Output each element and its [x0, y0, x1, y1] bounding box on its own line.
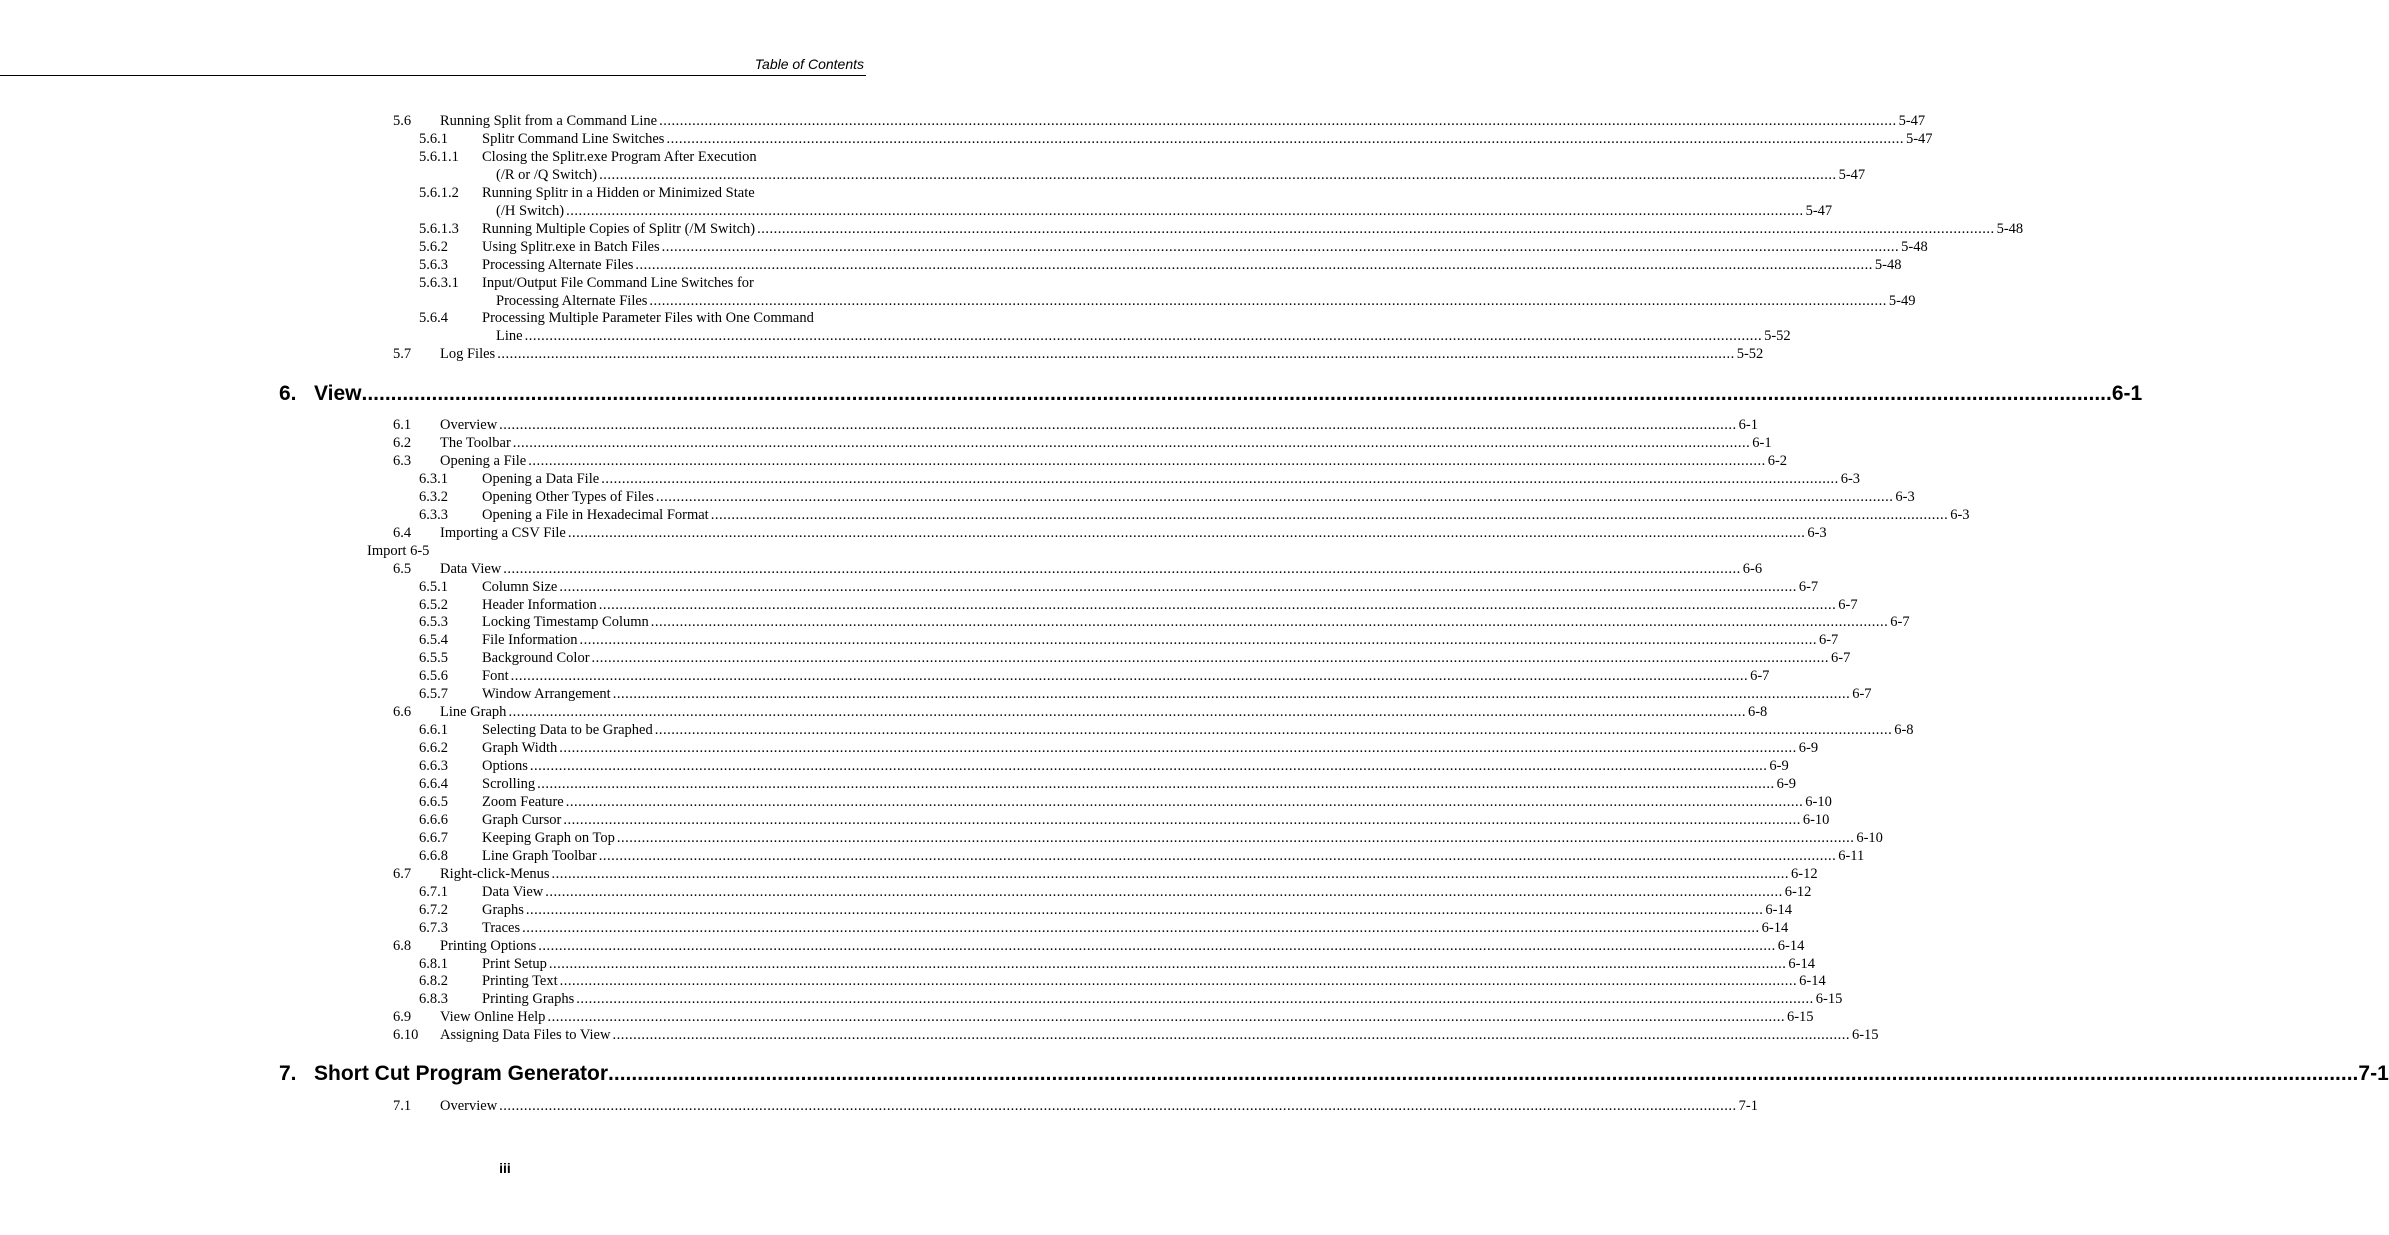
toc-entry-body: [482, 488, 1915, 506]
toc-entry-label: Opening Other Types of Files: [482, 488, 654, 505]
toc-leader-dots: ............................................................................................................................................................................................................................................................................................................: [503, 560, 1741, 577]
toc-entry[interactable]: [419, 739, 1819, 757]
toc-leader-dots: ............................................................................................................................................................................................................................................................................................................: [538, 937, 1776, 954]
toc-entry-label: Overview: [440, 1098, 498, 1114]
toc-leader-dots: ............................................................................................................................................................................................................................................................................................................: [579, 632, 1817, 649]
chapter-number: 7.: [279, 1062, 297, 1085]
toc-entry-body: [482, 649, 1851, 667]
toc-leader-dots: ............................................................................................................................................................................................................................................................................................................: [499, 417, 1737, 433]
toc-leader-dots: ............................................................................................................................................................................................................................................................................................................: [512, 434, 1751, 451]
toc-entry-page: 5-47: [1905, 130, 1933, 147]
toc-leader-dots: ............................................................................................................................................................................................................................................................................................................: [524, 328, 1763, 345]
toc-entry-label: Running Split from a Command Line: [440, 113, 658, 129]
toc-entry-body: [482, 972, 1826, 990]
toc-entry-body: [482, 613, 1910, 631]
toc-leader-dots: ............................................................................................................................................................................................................................................................................................................: [510, 668, 1749, 685]
toc-leader-dots: ............................................................................................................................................................................................................................................................................................................: [649, 292, 1887, 309]
toc-entry-page: 6-7: [1818, 632, 1839, 649]
toc-entry-number: 6.6.6: [419, 811, 448, 828]
toc-entry-number: 5.6.1: [419, 130, 448, 147]
toc-entry-page: 6-14: [1799, 973, 1826, 990]
toc-leader-dots: ............................................................................................................................................................................................................................................................................................................: [563, 811, 1801, 828]
toc-entry-number: 6.6.4: [419, 776, 448, 792]
toc-leader-dots: ............................................................................................................................................................................................................................................................................................................: [591, 650, 1830, 667]
toc-entry-page: 6-3: [1950, 506, 1970, 523]
toc-entry-label: Line Graph Toolbar: [482, 847, 597, 864]
chapter-heading[interactable]: [279, 1060, 2389, 1088]
toc-entry-page: 6-7: [1750, 668, 1770, 685]
toc-entry-body: [482, 901, 1792, 919]
toc-entry-label: Graph Width: [482, 740, 558, 757]
toc-leader-dots: ............................................................................................................................................................................................................................................................................................................: [565, 793, 1804, 810]
toc-entry[interactable]: [393, 865, 1818, 883]
toc-entry-label: Using Splitr.exe in Batch Files: [482, 238, 660, 255]
toc-entry-continuation: [496, 327, 1791, 345]
toc-entry-label: (/H Switch): [496, 202, 565, 219]
toc-entry-number: 5.6.3.1: [419, 274, 459, 291]
toc-entry-number: 6.6.5: [419, 793, 448, 810]
chapter-title: Short Cut Program Generator: [314, 1062, 609, 1085]
toc-entry-body: [482, 309, 853, 327]
toc-entry[interactable]: [393, 1008, 1814, 1026]
toc-entry-number: 6.6.8: [419, 847, 448, 864]
toc-entry-body: [482, 847, 1865, 865]
toc-entry[interactable]: [419, 847, 1865, 865]
toc-entry-label: Font: [482, 668, 509, 685]
toc-entry-page: 6-3: [1807, 524, 1827, 541]
toc-entry-body: [440, 937, 1805, 955]
toc-leader-dots: ............................................................................................................................................................................................................................................................................................................: [659, 113, 1897, 129]
chapter-leader-dots: ............................................................................................................................................................................................................................................................................................................: [361, 382, 2112, 405]
toc-entry-label: The Toolbar: [440, 434, 511, 451]
toc-entry-body: [496, 202, 1833, 220]
toc-entry-page: 6-2: [1767, 452, 1788, 469]
toc-entry-body: [496, 292, 1916, 310]
toc-entry-label: Processing Alternate Files: [482, 256, 634, 273]
toc-entry[interactable]: [419, 631, 1839, 649]
toc-entry-number: 5.6: [393, 113, 412, 129]
toc-entry-body: [440, 345, 1764, 363]
toc-entry-number: 6.5.3: [419, 614, 448, 631]
toc-entry-number: 5.6.1.1: [419, 148, 459, 165]
toc-entry[interactable]: [419, 578, 1819, 596]
toc-entry[interactable]: [419, 309, 853, 327]
toc-entry[interactable]: [419, 972, 1826, 990]
toc-entry-number: 5.6.1.2: [419, 184, 459, 201]
toc-entry-body: [482, 757, 1789, 775]
toc-entry-label: Print Setup: [482, 955, 547, 972]
chapter-page: 6-1: [2111, 382, 2143, 405]
toc-entry[interactable]: [393, 345, 1764, 363]
toc-entry-body: [482, 775, 1797, 793]
toc-entry-label: Printing Graphs: [482, 991, 575, 1008]
toc-entry-page: 5-52: [1764, 328, 1791, 345]
toc-entry-body: [482, 506, 1970, 524]
toc-entry-number: 5.6.3: [419, 256, 448, 273]
toc-entry-label: File Information: [482, 632, 578, 649]
toc-entry-number: 6.7: [393, 865, 412, 882]
toc-entry-label: Closing the Splitr.exe Program After Execution: [482, 148, 757, 165]
toc-entry-page: 6-15: [1815, 991, 1843, 1008]
toc-leader-dots: ............................................................................................................................................................................................................................................................................................................: [757, 220, 1995, 237]
toc-entry[interactable]: [393, 416, 1759, 434]
toc-entry-page: 6-6: [1742, 560, 1763, 577]
toc-leader-dots: ............................................................................................................................................................................................................................................................................................................: [666, 130, 1904, 147]
toc-entry[interactable]: [393, 524, 1827, 542]
toc-entry-number: 5.6.2: [419, 238, 448, 255]
toc-entry-body: [482, 883, 1812, 901]
toc-entry[interactable]: [419, 811, 1830, 829]
toc-leader-dots: ............................................................................................................................................................................................................................................................................................................: [599, 166, 1837, 183]
toc-entry-body: [482, 470, 1861, 488]
toc-entry-body: [482, 829, 1883, 847]
toc-leader-dots: ............................................................................................................................................................................................................................................................................................................: [655, 488, 1894, 505]
toc-entry[interactable]: [419, 130, 1933, 148]
toc-entry-number: 6.6: [393, 704, 412, 721]
chapter-title: View: [314, 382, 362, 405]
toc-entry-number: 6.2: [393, 434, 412, 451]
toc-entry-number: 6.7.1: [419, 883, 448, 900]
toc-entry-page: 6-7: [1890, 614, 1910, 631]
toc-entry-number: 6.8.3: [419, 991, 448, 1008]
toc-entry-body: [482, 811, 1830, 829]
toc-entry-body: [482, 955, 1815, 973]
toc-entry[interactable]: [419, 274, 853, 292]
toc-entry-label: Keeping Graph on Top: [482, 829, 615, 846]
toc-leader-dots: ............................................................................................................................................................................................................................................................................................................: [522, 919, 1760, 936]
toc-entry-label: Importing a CSV File: [440, 524, 566, 541]
toc-entry-number: 6.4: [393, 524, 412, 541]
toc-entry-body: [482, 739, 1819, 757]
toc-entry-number: 5.6.4: [419, 310, 448, 327]
toc-entry-page: 6-11: [1838, 847, 1865, 864]
toc-entry-number: 6.6.3: [419, 758, 448, 775]
toc-entry-number: 6.7.2: [419, 901, 448, 918]
toc-entry-page: 5-48: [1874, 256, 1902, 273]
toc-entry-label: Assigning Data Files to View: [440, 1027, 611, 1044]
toc-entry-body: [440, 1097, 1759, 1115]
toc-entry-number: 6.7.3: [419, 919, 448, 936]
toc-entry-label: Line: [496, 328, 523, 345]
toc-entry-body: [440, 416, 1759, 434]
toc-entry-body: [482, 148, 853, 166]
toc-leader-dots: ............................................................................................................................................................................................................................................................................................................: [661, 238, 1900, 255]
toc-entry-body: [482, 596, 1858, 614]
toc-leader-dots: ............................................................................................................................................................................................................................................................................................................: [654, 722, 1893, 739]
toc-entry-page: 6-3: [1840, 470, 1861, 487]
chapter-number: 6.: [279, 382, 297, 405]
toc-entry-body: [496, 327, 1791, 345]
toc-leader-dots: ............................................................................................................................................................................................................................................................................................................: [529, 758, 1768, 775]
toc-entry-label: Input/Output File Command Line Switches for: [482, 274, 754, 291]
toc-leader-dots: ............................................................................................................................................................................................................................................................................................................: [635, 256, 1873, 273]
toc-entry[interactable]: [419, 256, 1902, 274]
toc-entry[interactable]: [419, 220, 2024, 238]
toc-entry-label: Graphs: [482, 901, 524, 918]
toc-entry-page: 6-14: [1788, 955, 1815, 972]
toc-entry-body: [482, 919, 1789, 937]
toc-leader-dots: ............................................................................................................................................................................................................................................................................................................: [616, 829, 1855, 846]
toc-entry-body: [482, 685, 1872, 703]
toc-entry-label: Selecting Data to be Graphed: [482, 722, 653, 739]
toc-entry-body: [440, 865, 1818, 883]
toc-entry-number: 6.8.2: [419, 973, 448, 990]
toc-leader-dots: ............................................................................................................................................................................................................................................................................................................: [598, 596, 1837, 613]
toc-entry-page: 6-9: [1798, 740, 1819, 757]
toc-entry-number: 6.8.1: [419, 955, 448, 972]
toc-entry[interactable]: [393, 452, 1788, 470]
toc-entry-page: 6-10: [1805, 793, 1832, 810]
toc-entry-continuation: [496, 202, 1833, 220]
toc-entry-page: 5-52: [1736, 346, 1764, 363]
toc-entry[interactable]: [419, 667, 1770, 685]
toc-leader-dots: ............................................................................................................................................................................................................................................................................................................: [612, 686, 1851, 703]
toc-entry-label: Traces: [482, 919, 521, 936]
toc-entry-page: 6-9: [1769, 758, 1789, 775]
toc-entry-number: 6.9: [393, 1009, 412, 1026]
toc-entry-body: [482, 793, 1832, 811]
toc-entry[interactable]: [419, 901, 1792, 919]
toc-entry[interactable]: [419, 775, 1797, 793]
toc-entry-number: 6.3.2: [419, 488, 448, 505]
toc-entry-number: 6.6.2: [419, 740, 448, 757]
toc-entry-page: 6-1: [1752, 434, 1772, 451]
toc-entry-body: [440, 524, 1827, 542]
toc-leader-dots: ............................................................................................................................................................................................................................................................................................................: [508, 704, 1746, 721]
toc-entry[interactable]: [393, 1026, 1879, 1044]
toc-entry-body: [440, 434, 1772, 452]
toc-entry[interactable]: [419, 649, 1851, 667]
toc-entry-page: 5-49: [1888, 292, 1916, 309]
toc-entry[interactable]: [419, 613, 1910, 631]
toc-entry-page: 5-47: [1898, 113, 1926, 129]
toc-entry[interactable]: [419, 685, 1872, 703]
toc-entry-label: Opening a File: [440, 452, 527, 469]
toc-entry-body: [482, 721, 1914, 739]
page-number: iii: [499, 1160, 511, 1176]
toc-entry[interactable]: [419, 955, 1815, 973]
toc-entry-page: 6-7: [1838, 596, 1858, 613]
toc-entry-page: 6-8: [1894, 722, 1914, 739]
toc-entry-label: Processing Alternate Files: [496, 292, 648, 309]
toc-entry-body: [482, 631, 1839, 649]
toc-entry-page: 6-7: [1852, 686, 1872, 703]
toc-leader-dots: ............................................................................................................................................................................................................................................................................................................: [499, 1098, 1737, 1114]
toc-leader-dots: ............................................................................................................................................................................................................................................................................................................: [601, 470, 1839, 487]
toc-entry-number: 6.6.1: [419, 722, 448, 739]
toc-entry[interactable]: [419, 488, 1915, 506]
toc-entry-label: Options: [482, 758, 528, 775]
toc-entry-label: Column Size: [482, 578, 558, 595]
toc-entry-number: 6.5.6: [419, 668, 448, 685]
toc-entry-body: [440, 112, 1926, 130]
toc-leader-dots: ............................................................................................................................................................................................................................................................................................................: [537, 776, 1775, 792]
toc-entry[interactable]: [393, 112, 1926, 130]
toc-entry-page: 6-1: [1738, 417, 1759, 433]
toc-entry-label: Printing Options: [440, 937, 537, 954]
toc-entry-page: 6-3: [1895, 488, 1915, 505]
toc-entry-page: 5-48: [1996, 220, 2024, 237]
toc-entry-label: Background Color: [482, 650, 590, 667]
toc-entry-page: 5-47: [1805, 202, 1833, 219]
toc-entry[interactable]: [393, 434, 1772, 452]
toc-entry-page: 5-48: [1901, 238, 1928, 255]
toc-entry-number: 6.5.5: [419, 650, 448, 667]
toc-entry[interactable]: [419, 721, 1914, 739]
toc-entry-body: [440, 560, 1763, 578]
toc-entry-body: [482, 238, 1928, 256]
toc-entry-page: 6-10: [1802, 811, 1830, 828]
toc-entry-page: 6-12: [1791, 865, 1818, 882]
toc-leader-dots: ............................................................................................................................................................................................................................................................................................................: [497, 346, 1735, 363]
toc-entry-body: [482, 256, 1902, 274]
toc-entry[interactable]: [419, 919, 1789, 937]
toc-entry-page: 6-7: [1798, 578, 1819, 595]
toc-entry-page: 6-15: [1851, 1027, 1879, 1044]
toc-entry-label: Printing Text: [482, 973, 558, 990]
toc-leader-dots: ............................................................................................................................................................................................................................................................................................................: [598, 847, 1837, 864]
toc-entry-body: [482, 184, 853, 202]
toc-entry-label: Opening a File in Hexadecimal Format: [482, 506, 709, 523]
toc-entry[interactable]: [419, 829, 1883, 847]
toc-entry-label: Data View: [482, 883, 544, 900]
toc-entry-body: [482, 578, 1819, 596]
toc-entry-page: 6-10: [1856, 829, 1883, 846]
toc-entry-number: 6.5.2: [419, 596, 448, 613]
toc-entry-label: Zoom Feature: [482, 793, 564, 810]
toc-entry-body: [482, 667, 1770, 685]
toc-entry-label: Import 6-5: [367, 542, 430, 559]
toc-entry[interactable]: [393, 1097, 1759, 1115]
chapter-leader-dots: ............................................................................................................................................................................................................................................................................................................: [608, 1062, 2359, 1085]
toc-entry[interactable]: [419, 148, 853, 166]
toc-leader-dots: ............................................................................................................................................................................................................................................................................................................: [710, 506, 1949, 523]
toc-entry[interactable]: [419, 883, 1812, 901]
toc-entry-body: [440, 1026, 1879, 1044]
toc-entry-number: 6.3.3: [419, 506, 448, 523]
toc-entry-number: 6.5.7: [419, 686, 448, 703]
toc-entry-page: 6-14: [1765, 901, 1792, 918]
toc-entry-page: 6-7: [1831, 650, 1851, 667]
toc-leader-dots: ............................................................................................................................................................................................................................................................................................................: [525, 901, 1764, 918]
toc-leader-dots: ............................................................................................................................................................................................................................................................................................................: [567, 524, 1806, 541]
toc-entry-label: View Online Help: [440, 1009, 546, 1026]
toc-leader-dots: ............................................................................................................................................................................................................................................................................................................: [559, 973, 1798, 990]
toc-entry-page: 6-8: [1747, 704, 1768, 721]
toc-entry-label: Header Information: [482, 596, 597, 613]
toc-entry-label: Data View: [440, 560, 502, 577]
toc-leader-dots: ............................................................................................................................................................................................................................................................................................................: [576, 991, 1814, 1008]
toc-entry-label: Log Files: [440, 346, 496, 363]
running-header-title: Table of Contents: [754, 56, 864, 72]
toc-leader-dots: ............................................................................................................................................................................................................................................................................................................: [559, 740, 1797, 757]
toc-entry-label: Running Multiple Copies of Splitr (/M Switch): [482, 220, 756, 237]
toc-entry-number: 6.3: [393, 452, 412, 469]
toc-leader-dots: ............................................................................................................................................................................................................................................................................................................: [650, 614, 1889, 631]
toc-entry-number: 6.8: [393, 937, 412, 954]
toc-entry-body: [482, 274, 853, 292]
toc-entry-number: 6.5.4: [419, 632, 448, 649]
toc-entry-number: 6.6.7: [419, 829, 448, 846]
toc-entry-label: Window Arrangement: [482, 686, 611, 703]
toc-entry-number: 5.6.1.3: [419, 220, 459, 237]
toc-entry-number: 6.10: [393, 1027, 419, 1044]
toc-entry-number: 5.7: [393, 346, 412, 363]
toc-entry[interactable]: [393, 937, 1805, 955]
toc-entry-page: 6-14: [1777, 937, 1805, 954]
toc-entry-body: [482, 220, 2024, 238]
toc-leader-dots: ............................................................................................................................................................................................................................................................................................................: [528, 452, 1766, 469]
toc-leader-dots: ............................................................................................................................................................................................................................................................................................................: [547, 1009, 1785, 1026]
toc-entry-continuation: [496, 292, 1916, 310]
toc-entry-page: 6-14: [1761, 919, 1789, 936]
toc-leader-dots: ............................................................................................................................................................................................................................................................................................................: [559, 578, 1797, 595]
toc-entry-label: Processing Multiple Parameter Files with One Command: [482, 310, 814, 327]
toc-entry-label: Right-click-Menus: [440, 865, 550, 882]
toc-entry-number: 6.3.1: [419, 470, 448, 487]
toc-entry-label: Scrolling: [482, 776, 536, 792]
toc-entry-body: [482, 990, 1843, 1008]
toc-entry-continuation: [496, 166, 1866, 184]
toc-entry-body: [440, 452, 1788, 470]
toc-entry-page: 6-9: [1776, 776, 1797, 792]
toc-entry[interactable]: [393, 560, 1763, 578]
chapter-heading[interactable]: [279, 380, 2143, 408]
toc-entry-body: [440, 1008, 1814, 1026]
toc-entry-label: Graph Cursor: [482, 811, 562, 828]
toc-leader-dots: ............................................................................................................................................................................................................................................................................................................: [545, 883, 1783, 900]
toc-entry-number: 7.1: [393, 1098, 412, 1114]
toc-entry-label: Locking Timestamp Column: [482, 614, 649, 631]
toc-entry[interactable]: [419, 990, 1843, 1008]
toc-entry[interactable]: [419, 757, 1789, 775]
toc-entry[interactable]: [419, 238, 1928, 256]
toc-entry[interactable]: [367, 542, 853, 560]
toc-leader-dots: ............................................................................................................................................................................................................................................................................................................: [551, 865, 1790, 882]
toc-entry-label: Running Splitr in a Hidden or Minimized State: [482, 184, 755, 201]
toc-entry[interactable]: [393, 703, 1768, 721]
toc-entry-page: 5-47: [1838, 166, 1866, 183]
toc-entry[interactable]: [419, 470, 1861, 488]
toc-entry[interactable]: [419, 506, 1970, 524]
toc-entry-number: 6.5.1: [419, 578, 448, 595]
toc-entry[interactable]: [419, 793, 1832, 811]
toc-entry[interactable]: [419, 184, 853, 202]
toc-entry-page: 6-12: [1784, 883, 1812, 900]
toc-entry-body: [440, 703, 1768, 721]
toc-entry-body: [482, 130, 1933, 148]
toc-entry-label: Line Graph: [440, 704, 507, 721]
toc-entry-page: 6-15: [1786, 1009, 1814, 1026]
toc-entry-page: 7-1: [1738, 1098, 1759, 1114]
toc-leader-dots: ............................................................................................................................................................................................................................................................................................................: [548, 955, 1787, 972]
chapter-page: 7-1: [2358, 1062, 2389, 1085]
toc-entry-label: Splitr Command Line Switches: [482, 130, 665, 147]
toc-entry[interactable]: [419, 596, 1858, 614]
toc-entry-body: [496, 166, 1866, 184]
toc-leader-dots: ............................................................................................................................................................................................................................................................................................................: [566, 202, 1804, 219]
toc-entry-number: 6.5: [393, 560, 412, 577]
toc-entry-number: 6.1: [393, 417, 412, 433]
toc-leader-dots: ............................................................................................................................................................................................................................................................................................................: [612, 1027, 1850, 1044]
toc-entry-label: (/R or /Q Switch): [496, 166, 598, 183]
toc-entry-label: Overview: [440, 417, 498, 433]
toc-entry-label: Opening a Data File: [482, 470, 600, 487]
